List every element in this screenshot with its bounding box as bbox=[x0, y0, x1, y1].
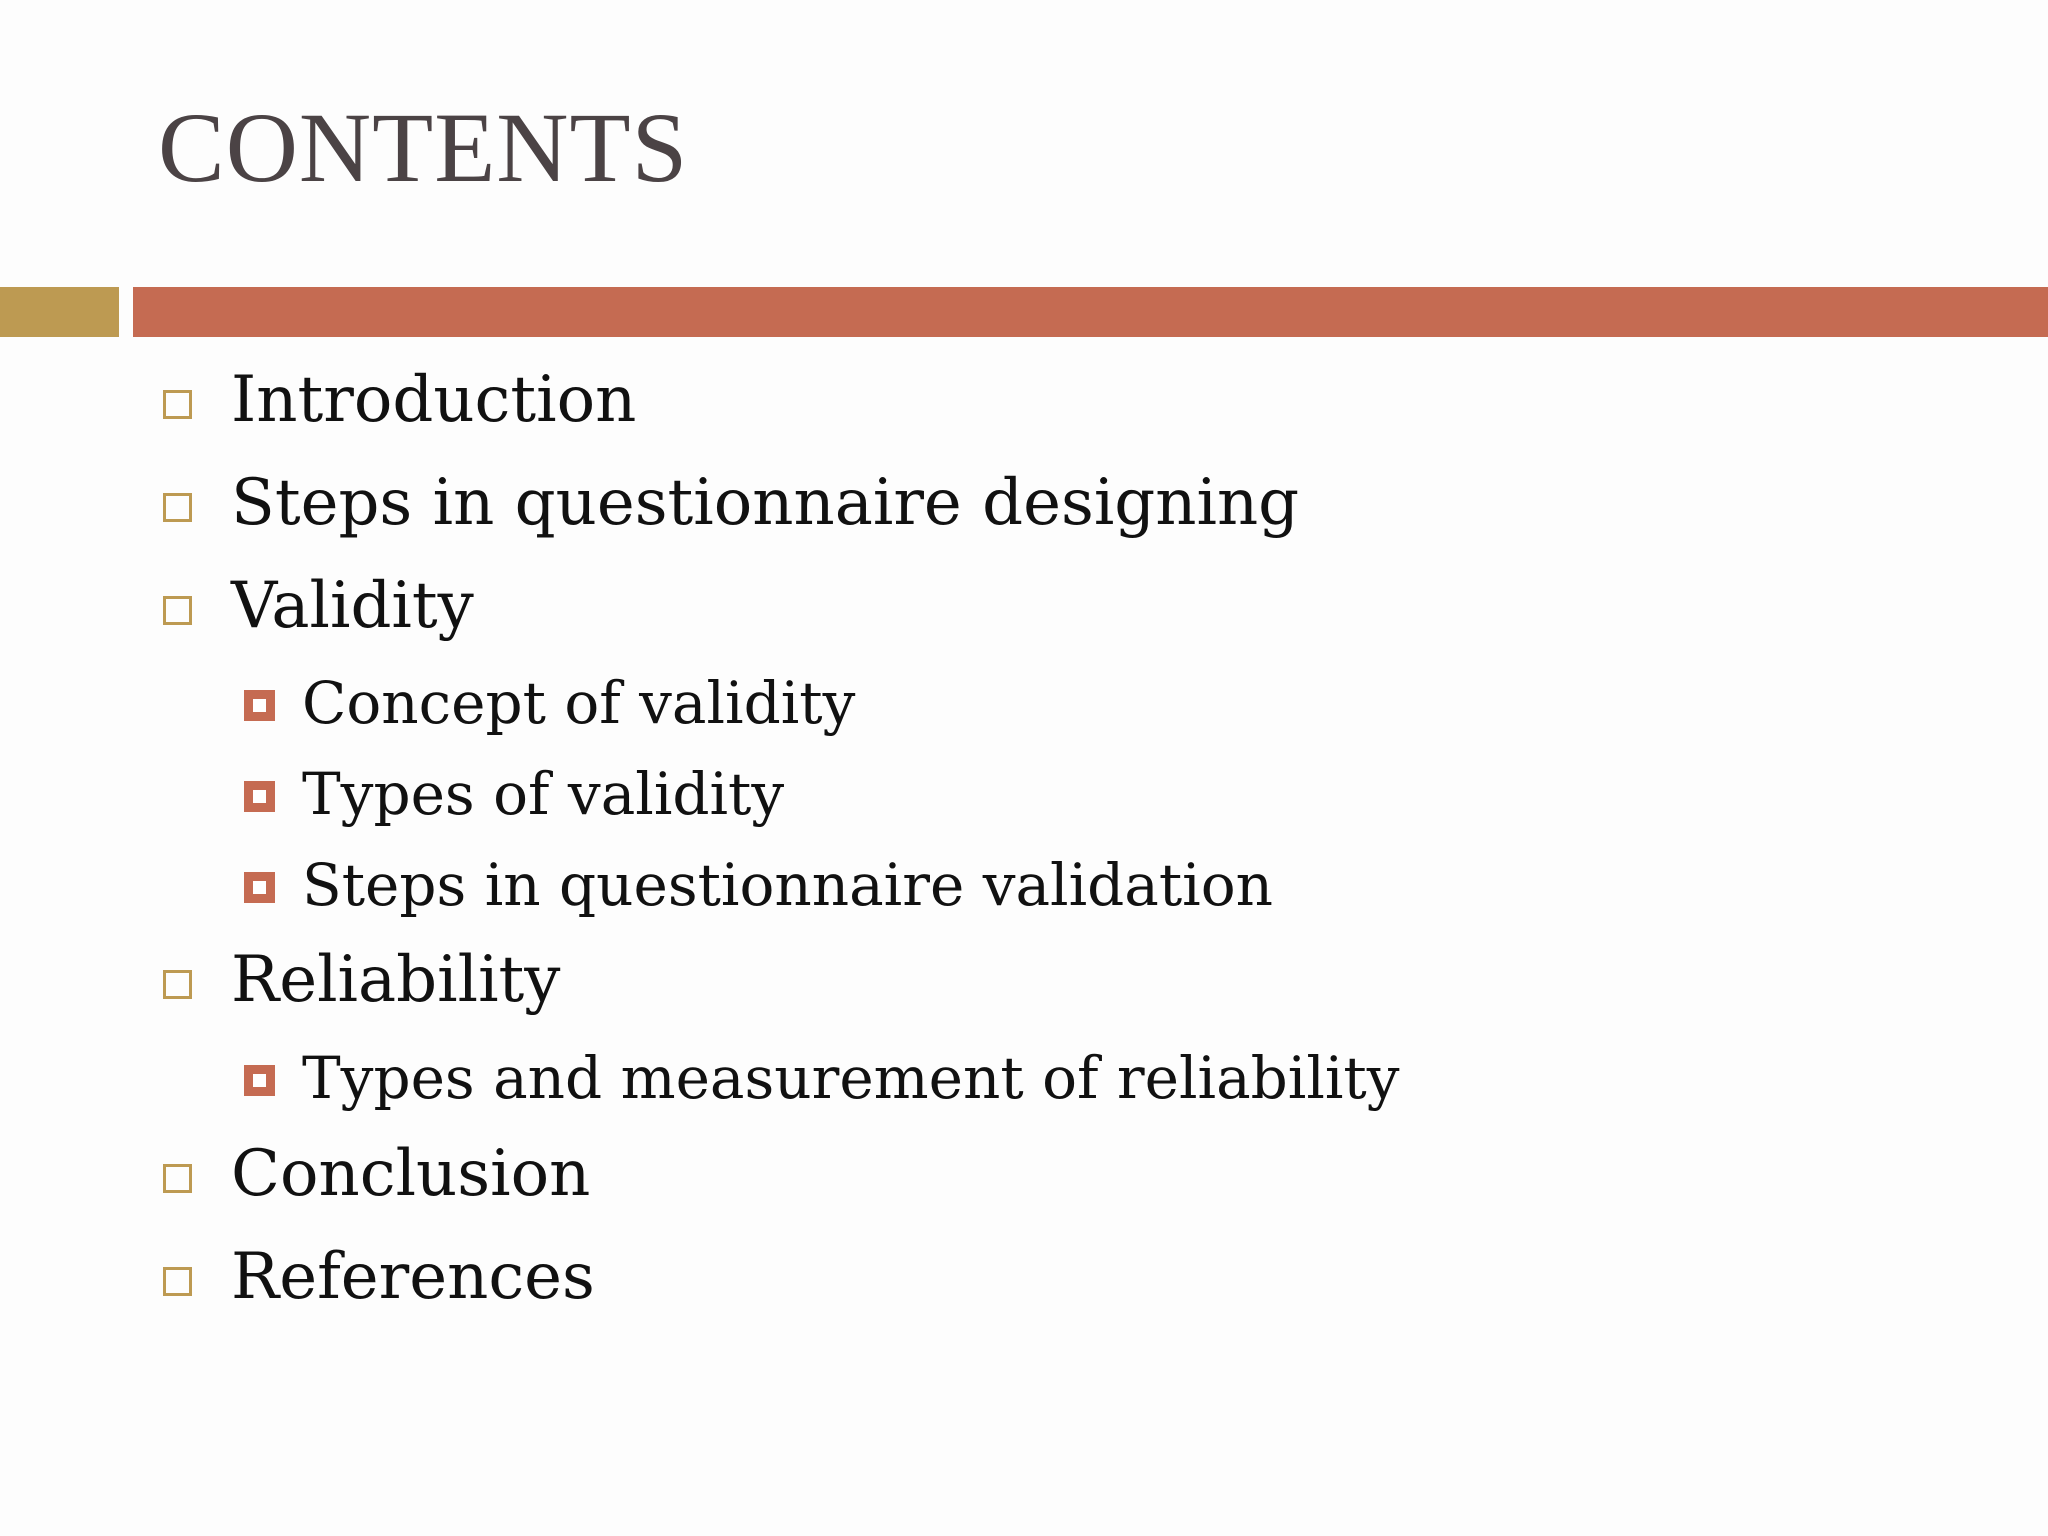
hollow-square-bullet-icon bbox=[163, 596, 192, 625]
filled-square-bullet-icon bbox=[244, 690, 275, 721]
gold-accent-bar bbox=[0, 287, 119, 337]
list-item-label: Conclusion bbox=[231, 1137, 591, 1211]
list-item-label: References bbox=[231, 1240, 595, 1314]
filled-square-bullet-icon bbox=[244, 781, 275, 812]
filled-square-bullet-icon bbox=[244, 872, 275, 903]
sub-item-label: Steps in questionnaire validation bbox=[302, 851, 1273, 919]
list-item-label: Steps in questionnaire designing bbox=[231, 466, 1300, 540]
list-item-label: Reliability bbox=[231, 943, 561, 1017]
terracotta-accent-bar bbox=[133, 287, 2048, 337]
sub-item-label: Types of validity bbox=[302, 760, 785, 828]
list-item-label: Validity bbox=[231, 569, 474, 643]
hollow-square-bullet-icon bbox=[163, 1164, 192, 1193]
filled-square-bullet-icon bbox=[244, 1065, 275, 1096]
list-item-label: Introduction bbox=[231, 363, 637, 437]
hollow-square-bullet-icon bbox=[163, 1267, 192, 1296]
slide-title: CONTENTS bbox=[158, 92, 689, 203]
hollow-square-bullet-icon bbox=[163, 970, 192, 999]
sub-item-label: Concept of validity bbox=[302, 669, 856, 737]
hollow-square-bullet-icon bbox=[163, 390, 192, 419]
hollow-square-bullet-icon bbox=[163, 493, 192, 522]
sub-item-label: Types and measurement of reliability bbox=[302, 1044, 1400, 1112]
